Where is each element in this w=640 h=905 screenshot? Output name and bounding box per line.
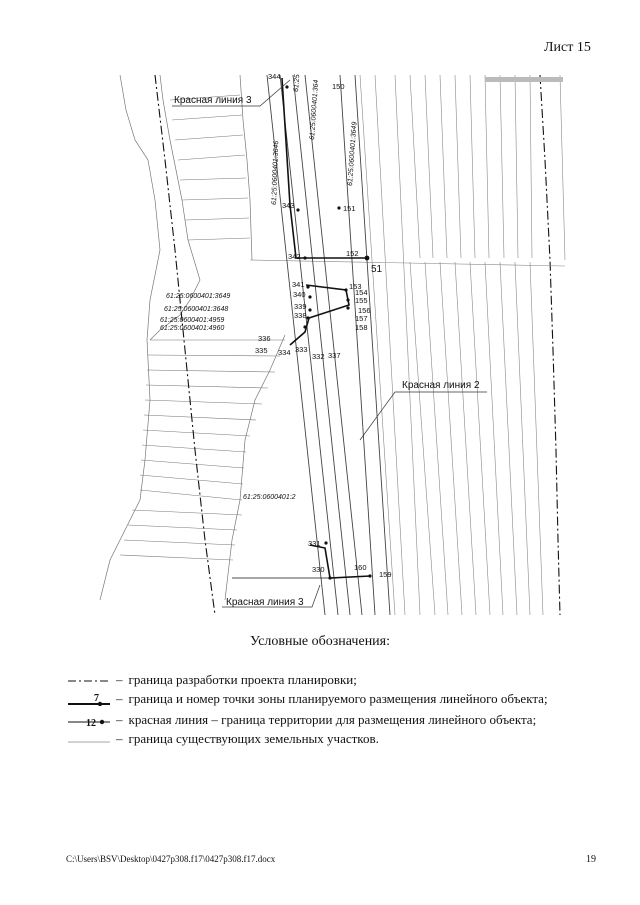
label-leaders (172, 80, 487, 607)
point-label: 339 (294, 302, 307, 311)
cadastral-number: 61:25 (293, 74, 302, 93)
legend-item: 12 – красная линия – граница территории для размещения линейного объекта; (66, 712, 536, 728)
point-label: 330 (312, 565, 325, 574)
cadastral-number: 61:25:0600401:3646 (271, 140, 281, 206)
legend-text: граница существующих земельных участков. (128, 731, 379, 746)
red-line-label: Красная линия 2 (402, 380, 480, 391)
thin-line-icon (66, 734, 112, 746)
dash-dot-line-icon (66, 675, 112, 687)
legend-text: граница и номер точки зоны планируемого размещения линейного объекта; (128, 691, 548, 706)
point-label: 155 (355, 296, 368, 305)
corridor-lines (267, 75, 390, 615)
legend-text: граница разработки проекта планировки; (128, 672, 357, 687)
cadastral-number: 61:25:0600401:4959 (160, 317, 225, 324)
point-label: 150 (332, 82, 345, 91)
point-markers (285, 85, 371, 579)
point-label: 338 (294, 311, 307, 320)
svg-text:12: 12 (86, 718, 96, 728)
point-label: 151 (343, 204, 356, 213)
point-label: 158 (355, 323, 368, 332)
cadastral-number: 61:25:0600401:3649 (347, 121, 359, 187)
cadastral-number: 61:25:0600401:3648 (164, 306, 229, 313)
point-label: 331 (308, 539, 321, 548)
legend-item: – граница существующих земельных участков. (66, 731, 379, 747)
thick-line-point-icon (66, 694, 112, 706)
point-label: 336 (258, 334, 271, 343)
point-label: 160 (354, 563, 367, 572)
legend-text: красная линия – граница территории для размещения линейного объекта; (128, 712, 537, 727)
point-label: 333 (295, 345, 308, 354)
sheet-label: Лист 15 (544, 40, 591, 55)
footer-file-path: C:\Users\BSV\Desktop\0427p308.f17\0427p308.f17.docx (66, 854, 276, 864)
point-label: 335 (255, 346, 268, 355)
point-label: 153 (349, 282, 362, 291)
point-label: 152 (346, 249, 359, 258)
cadastral-number: 61:25:0600401:4960 (160, 325, 225, 332)
point-label: 342 (288, 252, 301, 261)
point-label: 154 (355, 288, 368, 297)
legend-item: 7 – граница и номер точки зоны планируемого размещения линейного объекта; (66, 691, 548, 707)
red-line-label: Красная линия 3 (226, 597, 304, 608)
cadastral-number: 61:25:0600401:3649 (166, 293, 231, 300)
point-label: 343 (282, 201, 295, 210)
point-label: 341 (292, 280, 305, 289)
point-label: 156 (358, 306, 371, 315)
point-label: 51 (371, 264, 383, 275)
point-label: 157 (355, 314, 368, 323)
point-label: 334 (278, 348, 291, 357)
legend-item: – граница разработки проекта планировки; (66, 672, 357, 688)
point-label: 159 (379, 570, 392, 579)
red-line-icon (66, 715, 112, 727)
point-label: 340 (293, 290, 306, 299)
red-line-label: Красная линия 3 (174, 95, 252, 106)
svg-text:7: 7 (94, 694, 99, 705)
cadastral-number: 61:25:0600401:2 (243, 494, 296, 501)
footer-page-number: 19 (586, 854, 596, 865)
point-label: 344 (268, 72, 281, 81)
cadastral-number: 61:25:0600401:364 (309, 79, 321, 141)
point-label: 332 (312, 352, 325, 361)
scale-bar (485, 77, 563, 82)
point-label: 337 (328, 351, 341, 360)
legend-title: Условные обозначения: (249, 634, 391, 649)
